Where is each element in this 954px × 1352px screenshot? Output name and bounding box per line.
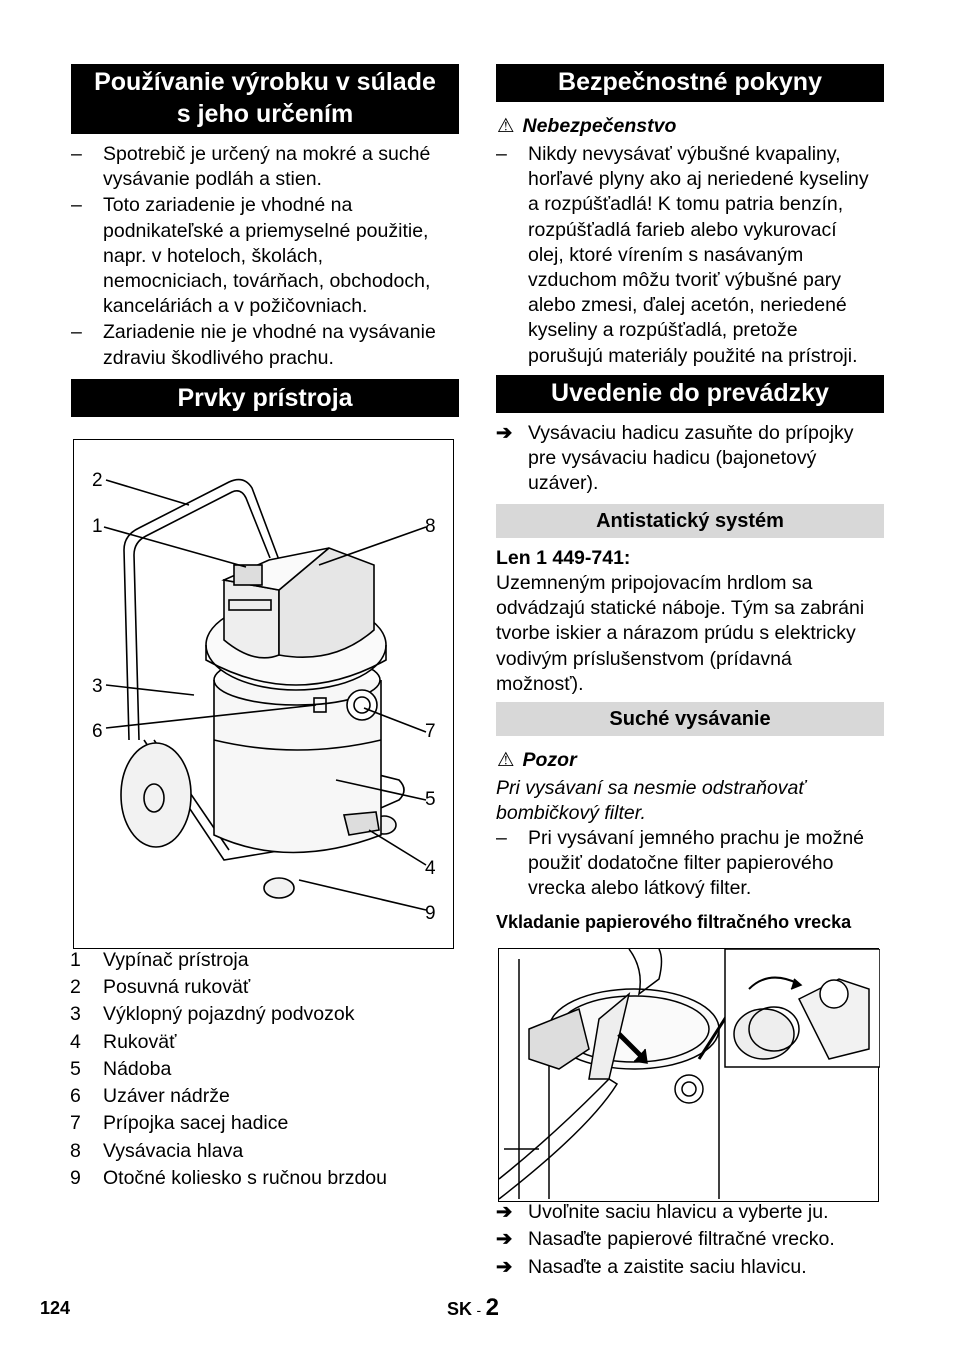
filter-bag-figure <box>498 948 879 1202</box>
arrow-right-icon: ➔ <box>496 1201 513 1223</box>
page-number: 124 <box>40 1298 71 1318</box>
separator: - <box>476 1302 482 1318</box>
arrow-right-icon: ➔ <box>496 1256 513 1278</box>
legend-item: 7 Prípojka sacej hadice <box>70 1112 289 1134</box>
bag-step: ➔ Nasaďte papierové filtračné vrecko. <box>496 1227 916 1252</box>
legend-item: 3 Výklopný pojazdný podvozok <box>70 1003 355 1025</box>
antistatic-model: Len 1 449-741: <box>496 547 631 569</box>
section-page <box>447 1294 499 1322</box>
legend-item: 8 Vysávacia hlava <box>70 1140 244 1162</box>
list-item: – Zariadenie nie je vhodné na vysávanie zdraviu škodlivého prachu. <box>71 320 471 370</box>
legend-item: 6 Uzáver nádrže <box>70 1085 230 1107</box>
device-figure <box>73 439 454 949</box>
arrow-right-icon: ➔ <box>496 1228 513 1250</box>
figure-label: 6 <box>92 721 103 742</box>
legend-item: 5 Nádoba <box>70 1058 172 1080</box>
list-item: – Toto zariadenie je vhodné na podnikateľské a priemyselné použitie, napr. v hoteloch, školách, nemocniciach, továrňach, obchodoch, kanceláriách a v požičovniach. <box>71 193 471 319</box>
figure-label: 5 <box>425 789 436 810</box>
subheading-antistatic: Antistatický systém <box>496 504 884 538</box>
figure-label: 8 <box>425 516 436 537</box>
caution-text: Pri vysávaní sa nesmie odstraňovať bombičkový filter. <box>496 777 806 825</box>
warning-triangle-icon: ⚠ <box>497 749 515 771</box>
list-item: – Spotrebič je určený na mokré a suché vysávanie podláh a stien. <box>71 142 471 192</box>
list-item: – Nikdy nevysávať výbušné kvapaliny, horľavé plyny ako aj neriedené kyseliny a rozpúšťadlá! K tomu patria benzín, rozpúšťadlá farieb alebo vykurovací olej, ktoré vírením s nasávaným vzduchom môžu tvoriť výbušné pary alebo zmesi, ďalej acetón, neriedené kyseliny a rozpúšťadlá, pretože porušujú materiály použité na prístroji. <box>496 142 896 369</box>
usage-list <box>71 142 471 371</box>
figure-label: 4 <box>425 858 436 879</box>
caution-warning: ⚠ Pozor <box>497 749 577 771</box>
list-item: – Pri vysávaní jemného prachu je možné použiť dodatočne filter papierového vrecka alebo látkový filter. <box>496 826 896 902</box>
figure-label: 9 <box>425 903 436 924</box>
legend-item: 2 Posuvná rukoväť <box>70 976 251 998</box>
heading-safety: Bezpečnostné pokyny <box>496 64 884 102</box>
heading-startup: Uvedenie do prevádzky <box>496 375 884 413</box>
figure-label: 3 <box>92 676 103 697</box>
heading-intended-use-line1: Používanie výrobku v súlade <box>94 68 436 96</box>
legend-item: 4 Rukoväť <box>70 1031 177 1053</box>
arrow-right-icon: ➔ <box>496 422 513 444</box>
heading-device-elements: Prvky prístroja <box>71 379 459 417</box>
bag-step: ➔ Nasaďte a zaistite saciu hlavicu. <box>496 1255 916 1280</box>
vacuum-cleaner-illustration <box>74 440 455 950</box>
dry-list <box>496 826 896 902</box>
heading-intended-use-line2: s jeho určením <box>176 100 354 128</box>
language-code: SK <box>447 1299 473 1319</box>
bag-heading: Vkladanie papierového filtračného vrecka <box>496 912 852 932</box>
figure-label: 7 <box>425 721 436 742</box>
bag-step: ➔ Uvoľnite saciu hlavicu a vyberte ju. <box>496 1200 916 1225</box>
subheading-dry-vacuuming: Suché vysávanie <box>496 702 884 736</box>
section-page-number: 2 <box>485 1294 499 1321</box>
danger-warning: ⚠ Nebezpečenstvo <box>497 115 677 137</box>
legend-item: 9 Otočné koliesko s ručnou brzdou <box>70 1167 387 1189</box>
warning-triangle-icon: ⚠ <box>497 115 515 137</box>
startup-step: ➔ Vysávaciu hadicu zasuňte do prípojky pre vysávaciu hadicu (bajonetový uzáver). <box>496 422 854 495</box>
figure-label: 1 <box>92 516 103 537</box>
legend-item: 1 Vypínač prístroja <box>70 949 249 971</box>
antistatic-text: Uzemneným pripojovacím hrdlom sa odvádzajú statické náboje. Tým sa zabráni tvorbe iskier a nárazom prúdu s elektricky vodivým príslušenstvom (prídavná možnosť). <box>496 572 865 695</box>
heading-intended-use <box>71 64 459 134</box>
danger-list <box>496 142 896 369</box>
filter-bag-illustration <box>499 949 880 1203</box>
figure-label: 2 <box>92 470 103 491</box>
